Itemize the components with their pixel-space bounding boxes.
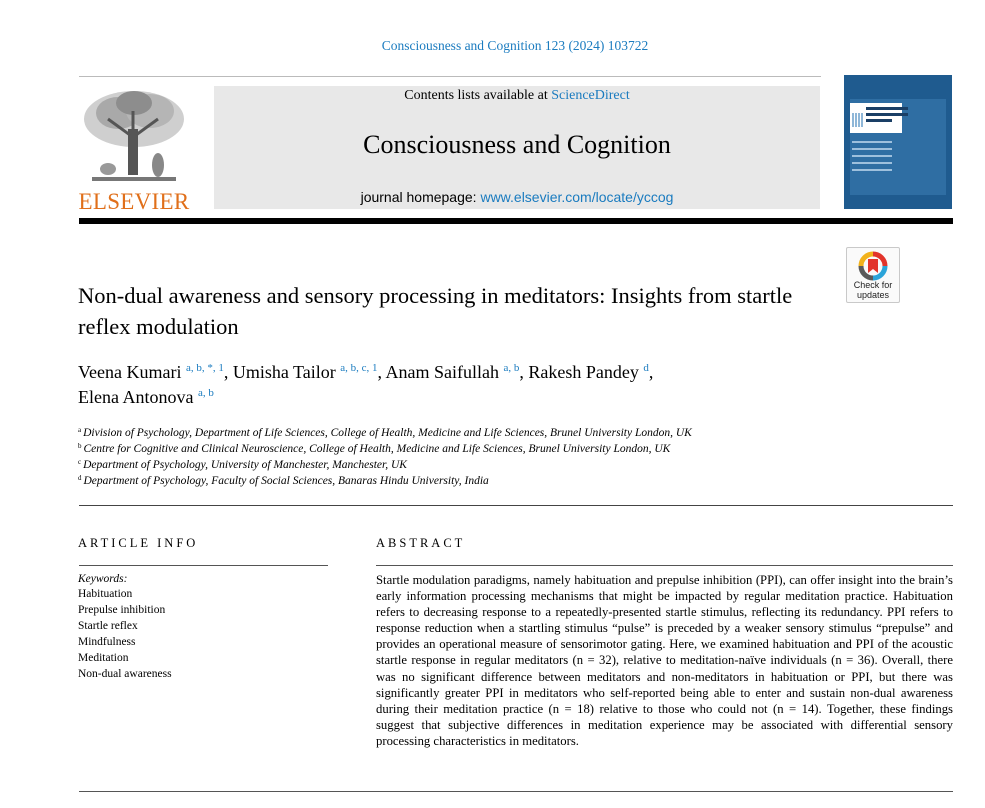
author[interactable] (386, 362, 520, 382)
author-affil-marks[interactable]: a, b (503, 362, 520, 374)
keyword: Prepulse inhibition (78, 604, 166, 616)
updates-line2: updates (856, 290, 890, 300)
author-name: Rakesh Pandey (528, 362, 639, 382)
author-name: Anam Saifullah (385, 362, 500, 382)
affiliation-item: $^c$ Department of Psychology, University of Manchester, Manchester, UK (78, 458, 407, 471)
author[interactable] (78, 387, 214, 407)
keyword: Meditation (78, 652, 129, 664)
author-affil-marks[interactable]: a, b, c, 1 (340, 362, 378, 374)
article-info-rule (79, 565, 328, 566)
affiliation-item: $^b$ Centre for Cognitive and Clinical Neuroscience, College of Health, Medicine and Life Sciences, Brunel University London, UK (78, 442, 671, 455)
keyword: Startle reflex (78, 620, 138, 632)
check-for-updates-button[interactable] (846, 247, 900, 303)
affiliations (78, 425, 878, 489)
contents-prefix: Contents lists available at (404, 88, 552, 103)
bookmark-badge-icon (857, 251, 889, 281)
author-affil-marks[interactable]: d (643, 362, 649, 374)
journal-citation[interactable]: Consciousness and Cognition 123 (2024) 103722 (381, 38, 649, 53)
abstract-text: Startle modulation paradigms, namely habituation and prepulse inhibition (PPI), can offer insight into the brain’s early information processing mechanisms that might be impacted by regular meditation practice. Habituation refers to decreasing response to a repeatedly-presented startle stimulus, reflecting its redundancy. PPI refers to response reduction when a startling stimulus “pulse” is preceded by a weaker sensory stimulus “prepulse” and provides an operational measure of sensorimotor gating. Here, we examined habituation and PPI of the acoustic startle response in regular meditators (n = 32), relative to meditation-naïve individuals (n = 36). Overall, there was no significant difference between meditators and non-meditators in habituation or PPI, but there was significantly greater PPI in meditators who self-reported being able to enter and sustain non-dual awareness during their meditation practice (n = 18) relative to those who could not (n = 14). Together, these findings suggest that subjective differences in meditation experience may be associated with differential sensory processing characteristics in meditators. (376, 573, 953, 748)
header-bold-rule (79, 218, 953, 224)
keywords-list (78, 586, 172, 682)
elsevier-logo[interactable] (78, 85, 190, 215)
author[interactable] (233, 362, 378, 382)
abstract-rule (376, 565, 953, 566)
keyword: Non-dual awareness (78, 668, 172, 680)
affiliation-item: $^d$ Department of Psychology, Faculty of Social Sciences, Banaras Hindu University, India (78, 474, 489, 487)
bottom-divider (79, 791, 953, 792)
author[interactable] (78, 362, 224, 382)
author-name: Umisha Tailor (232, 362, 336, 382)
section-divider (79, 505, 953, 506)
keyword: Habituation (78, 588, 133, 600)
journal-name: Consciousness and Cognition (363, 130, 671, 159)
homepage-line (214, 189, 820, 205)
article-info-heading: ARTICLE INFO (78, 536, 199, 550)
contents-line (214, 88, 820, 104)
journal-header-box (214, 86, 820, 209)
publisher-wordmark: ELSEVIER (78, 189, 190, 214)
author-affil-marks[interactable]: a, b (197, 387, 214, 399)
keywords-label: Keywords: (78, 573, 128, 585)
homepage-prefix: journal homepage: (360, 189, 481, 205)
journal-cover-image[interactable] (844, 75, 952, 209)
homepage-link[interactable]: www.elsevier.com/locate/yccog (480, 189, 674, 205)
author-name: Veena Kumari (78, 362, 182, 382)
author-affil-marks[interactable]: a, b, *, 1 (185, 362, 224, 374)
tree-icon (78, 85, 190, 189)
keyword: Mindfulness (78, 636, 136, 648)
author-name: Elena Antonova (78, 387, 194, 407)
article-title: Non-dual awareness and sensory processing in meditators: Insights from startle reflex modulation (78, 283, 793, 339)
sciencedirect-link[interactable]: ScienceDirect (551, 88, 630, 103)
author[interactable] (528, 362, 648, 382)
header-divider (79, 76, 821, 77)
updates-line1: Check for (853, 280, 893, 290)
author-list: Veena Kumari $^{a, b, *, 1}$, Umisha Tailor $^{a, b, c, 1}$, Anam Saifullah $^{a, b}$, Rakesh Pandey $^d$, Elena Antonova $^{a, b}$ (78, 362, 654, 407)
abstract-heading: ABSTRACT (376, 536, 466, 550)
affiliation-item: $^a$ Division of Psychology, Department of Life Sciences, College of Health, Medicine and Life Sciences, Brunel University London, UK (78, 426, 692, 439)
